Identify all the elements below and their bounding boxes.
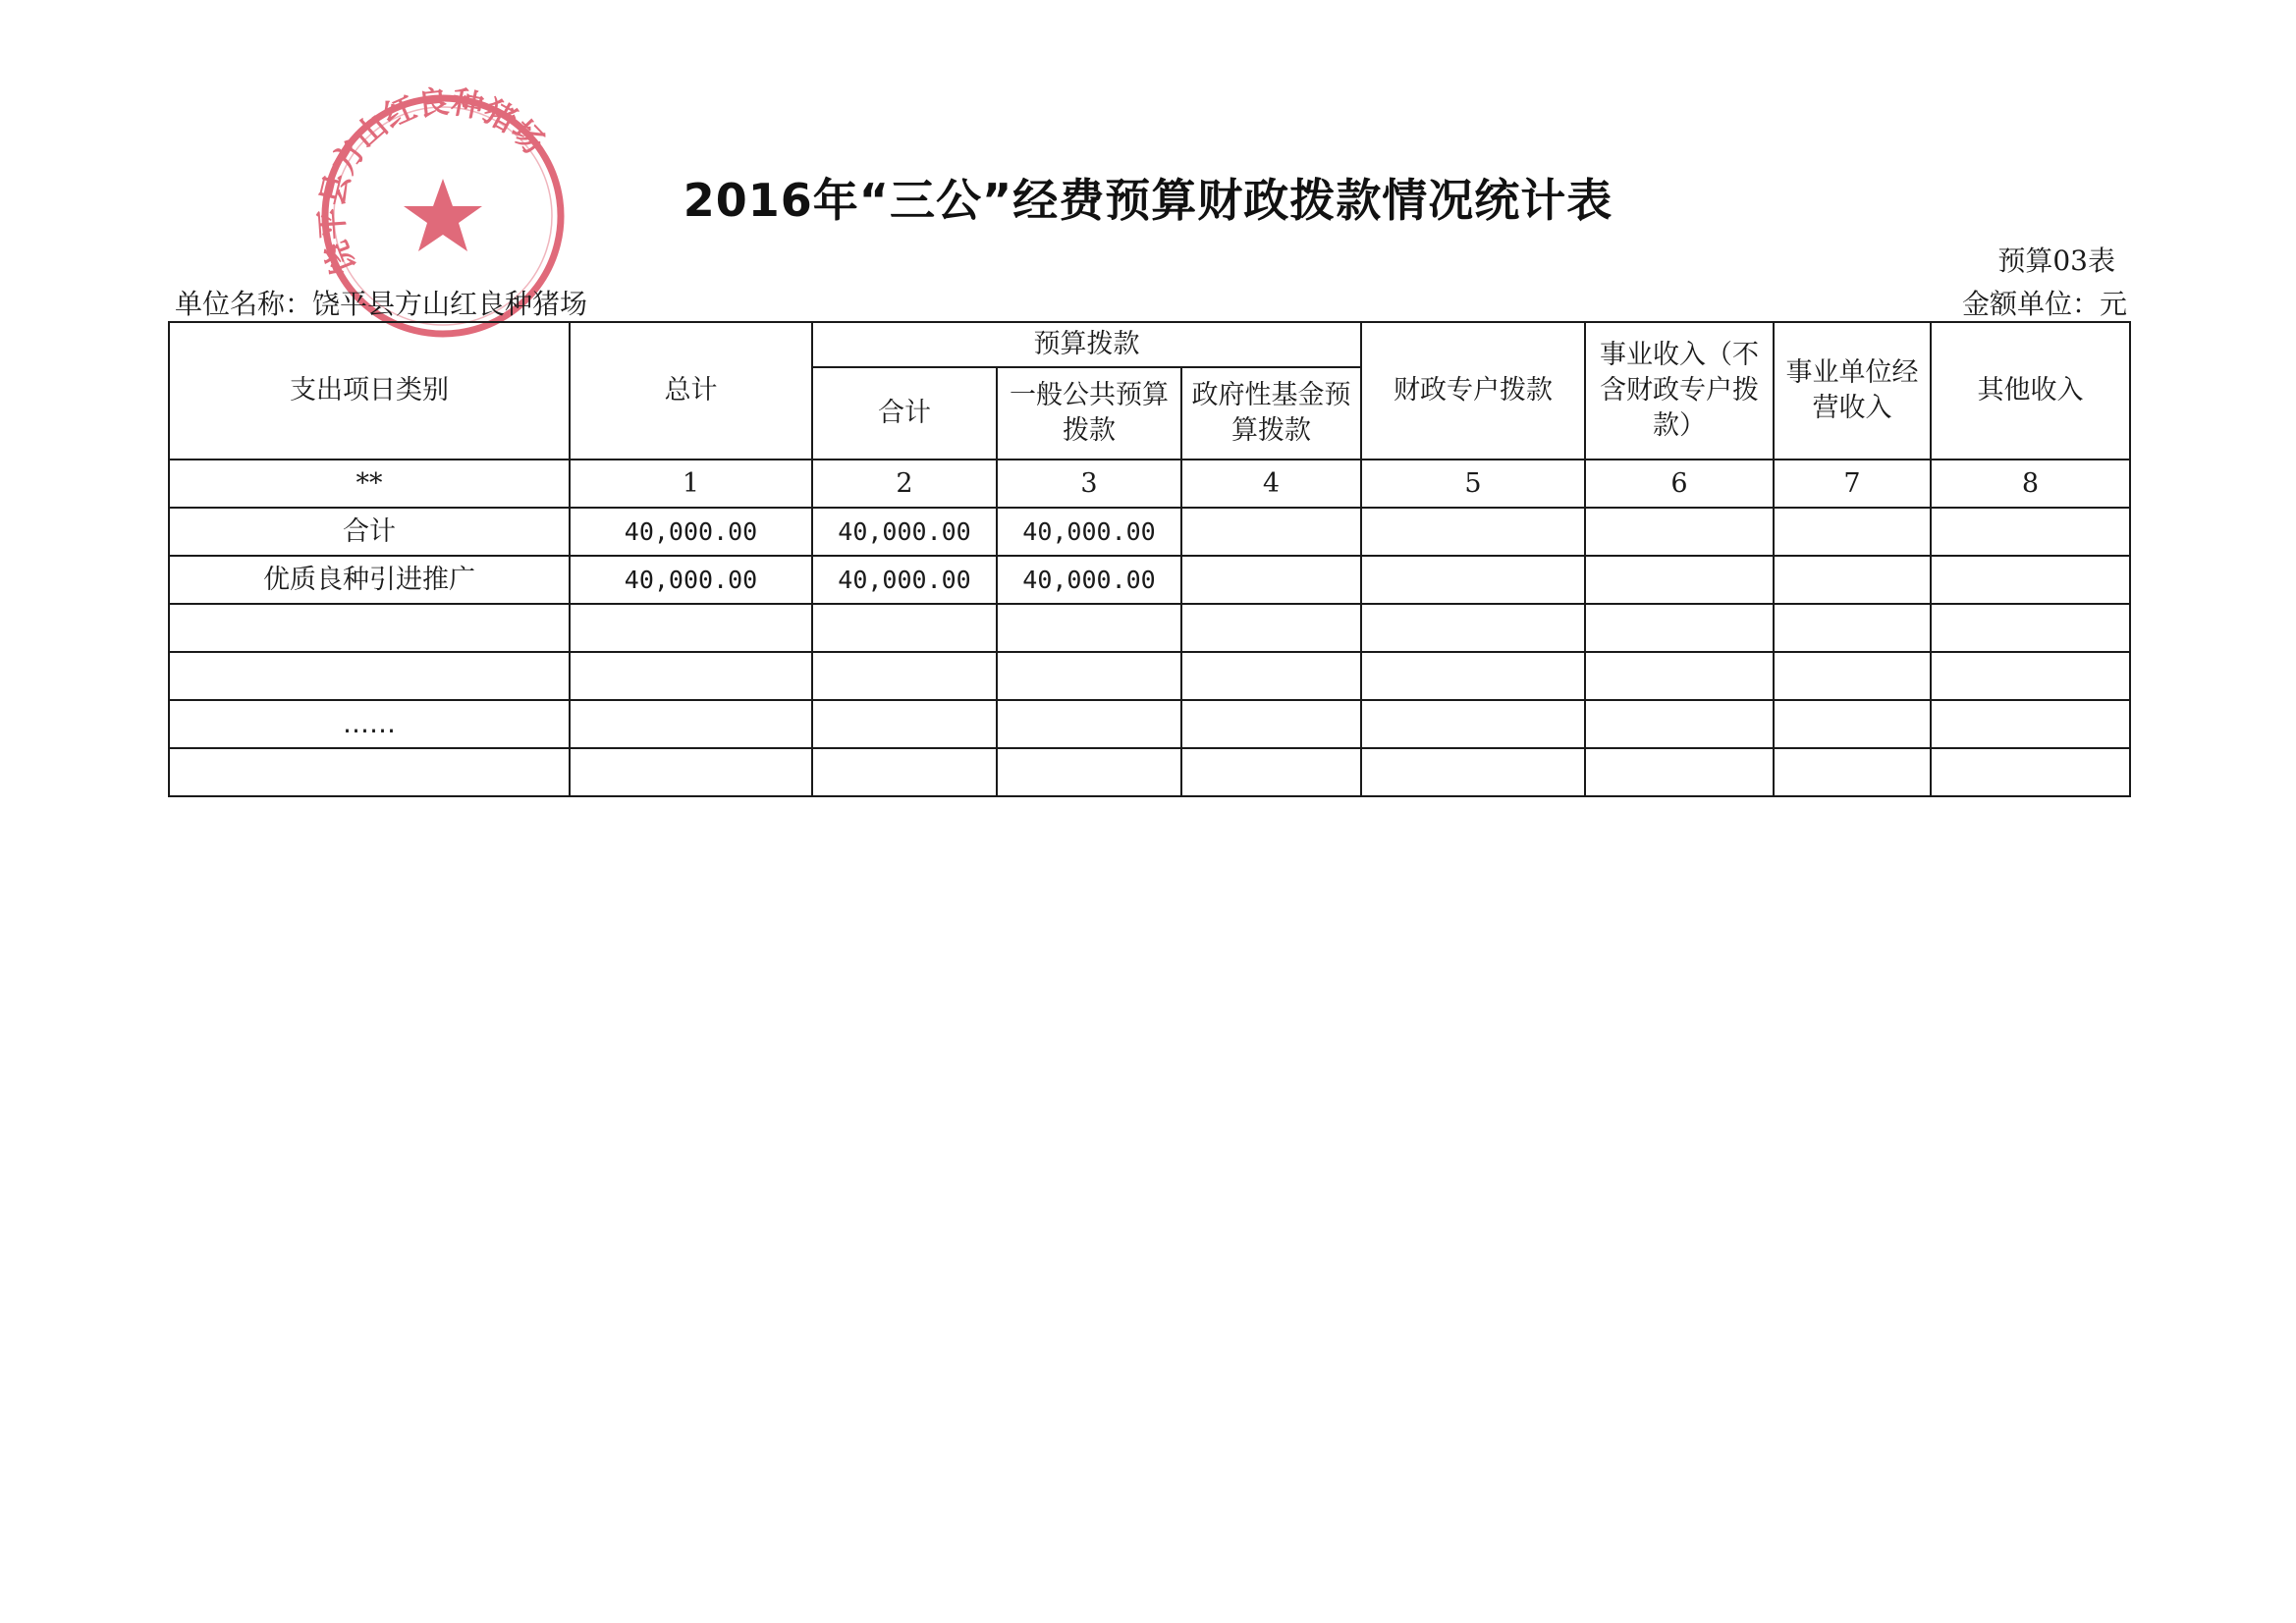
cell-general-public: 40,000.00 bbox=[997, 508, 1181, 556]
row-label bbox=[169, 748, 570, 796]
index-cell: 7 bbox=[1774, 460, 1931, 508]
cell-business-ops bbox=[1774, 556, 1931, 604]
cell-total bbox=[570, 748, 812, 796]
row-label-ellipsis: …… bbox=[169, 700, 570, 748]
header-budget-group: 预算拨款 bbox=[812, 322, 1361, 367]
cell-subtotal: 40,000.00 bbox=[812, 556, 997, 604]
index-cell: 8 bbox=[1931, 460, 2130, 508]
cell-total bbox=[570, 604, 812, 652]
cell-general-public: 40,000.00 bbox=[997, 556, 1181, 604]
cell-other-income bbox=[1931, 604, 2130, 652]
seal-text: 饶平县方山红良种猪场 bbox=[312, 82, 553, 280]
index-cell: 4 bbox=[1181, 460, 1361, 508]
unit-name: 单位名称：饶平县方山红良种猪场 bbox=[175, 288, 588, 320]
cell-business-income bbox=[1585, 652, 1774, 700]
index-cell: 6 bbox=[1585, 460, 1774, 508]
cell-gov-fund bbox=[1181, 508, 1361, 556]
cell-subtotal: 40,000.00 bbox=[812, 508, 997, 556]
cell-other-income bbox=[1931, 748, 2130, 796]
index-cell: 1 bbox=[570, 460, 812, 508]
row-label: 合计 bbox=[169, 508, 570, 556]
index-cell: 2 bbox=[812, 460, 997, 508]
cell-subtotal bbox=[812, 604, 997, 652]
header-business-income: 事业收入（不含财政专户拨款） bbox=[1585, 322, 1774, 460]
cell-gov-fund bbox=[1181, 556, 1361, 604]
cell-business-income bbox=[1585, 556, 1774, 604]
table-row bbox=[169, 700, 2130, 748]
cell-general-public bbox=[997, 652, 1181, 700]
cell-total bbox=[570, 700, 812, 748]
cell-business-ops bbox=[1774, 700, 1931, 748]
form-number: 预算03表 bbox=[1997, 244, 2115, 277]
header-gov-fund: 政府性基金预算拨款 bbox=[1181, 367, 1361, 460]
header-special-account: 财政专户拨款 bbox=[1361, 322, 1585, 460]
cell-general-public bbox=[997, 700, 1181, 748]
header-general-public: 一般公共预算拨款 bbox=[997, 367, 1181, 460]
cell-gov-fund bbox=[1181, 700, 1361, 748]
cell-other-income bbox=[1931, 556, 2130, 604]
header-row-top bbox=[169, 322, 2130, 367]
cell-other-income bbox=[1931, 508, 2130, 556]
header-subtotal: 合计 bbox=[812, 367, 997, 460]
row-label: 优质良种引进推广 bbox=[169, 556, 570, 604]
row-label bbox=[169, 652, 570, 700]
cell-general-public bbox=[997, 748, 1181, 796]
index-cell: ** bbox=[169, 460, 570, 508]
table-row bbox=[169, 604, 2130, 652]
cell-total: 40,000.00 bbox=[570, 508, 812, 556]
row-label bbox=[169, 604, 570, 652]
cell-business-ops bbox=[1774, 748, 1931, 796]
index-cell: 3 bbox=[997, 460, 1181, 508]
cell-special-account bbox=[1361, 700, 1585, 748]
cell-subtotal bbox=[812, 748, 997, 796]
cell-business-income bbox=[1585, 748, 1774, 796]
cell-business-income bbox=[1585, 700, 1774, 748]
header-business-ops: 事业单位经营收入 bbox=[1774, 322, 1931, 460]
cell-special-account bbox=[1361, 604, 1585, 652]
column-index-row bbox=[169, 460, 2130, 508]
cell-business-income bbox=[1585, 508, 1774, 556]
table-row bbox=[169, 748, 2130, 796]
header-other-income: 其他收入 bbox=[1931, 322, 2130, 460]
cell-total bbox=[570, 652, 812, 700]
cell-subtotal bbox=[812, 652, 997, 700]
cell-gov-fund bbox=[1181, 604, 1361, 652]
cell-total: 40,000.00 bbox=[570, 556, 812, 604]
cell-business-income bbox=[1585, 604, 1774, 652]
header-category: 支出项日类别 bbox=[169, 322, 570, 460]
table-row bbox=[169, 652, 2130, 700]
cell-special-account bbox=[1361, 508, 1585, 556]
cell-other-income bbox=[1931, 652, 2130, 700]
cell-special-account bbox=[1361, 748, 1585, 796]
table-row bbox=[169, 556, 2130, 604]
cell-business-ops bbox=[1774, 652, 1931, 700]
cell-other-income bbox=[1931, 700, 2130, 748]
header-total: 总计 bbox=[570, 322, 812, 460]
cell-gov-fund bbox=[1181, 748, 1361, 796]
cell-gov-fund bbox=[1181, 652, 1361, 700]
cell-special-account bbox=[1361, 556, 1585, 604]
cell-business-ops bbox=[1774, 508, 1931, 556]
cell-general-public bbox=[997, 604, 1181, 652]
table-row-total bbox=[169, 508, 2130, 556]
currency-unit: 金额单位：元 bbox=[1961, 288, 2127, 320]
index-cell: 5 bbox=[1361, 460, 1585, 508]
document-title: 2016年“三公”经费预算财政拨款情况统计表 bbox=[683, 174, 1613, 227]
budget-table bbox=[168, 321, 2131, 797]
cell-special-account bbox=[1361, 652, 1585, 700]
cell-subtotal bbox=[812, 700, 997, 748]
cell-business-ops bbox=[1774, 604, 1931, 652]
